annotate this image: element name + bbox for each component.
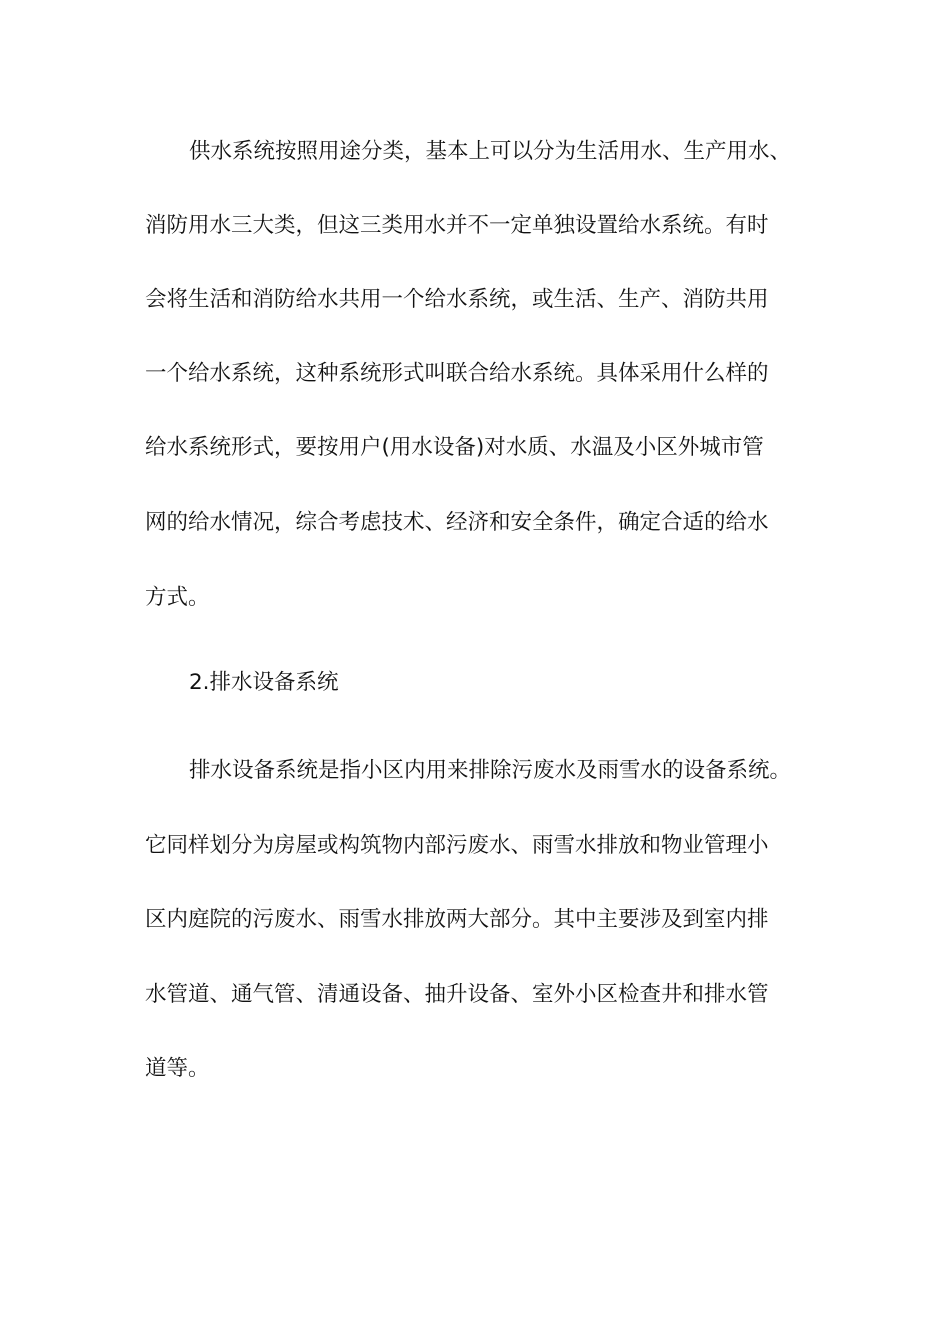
paragraph-2-line-2: 它同样划分为房屋或构筑物内部污废水、雨雪水排放和物业管理小 bbox=[145, 833, 769, 858]
paragraph-1-line-2: 消防用水三大类，但这三类用水并不一定单独设置给水系统。有时 bbox=[145, 213, 769, 238]
paragraph-1-line-1: 供水系统按照用途分类，基本上可以分为生活用水、生产用水、 bbox=[189, 139, 792, 164]
paragraph-1-line-5: 给水系统形式，要按用户(用水设备)对水质、水温及小区外城市管 bbox=[145, 435, 764, 460]
paragraph-2-line-5: 道等。 bbox=[145, 1056, 210, 1081]
paragraph-1-line-4: 一个给水系统，这种系统形式叫联合给水系统。具体采用什么样的 bbox=[145, 361, 769, 386]
paragraph-1-line-3: 会将生活和消防给水共用一个给水系统，或生活、生产、消防共用 bbox=[145, 287, 769, 312]
paragraph-1-line-7: 方式。 bbox=[145, 585, 210, 610]
paragraph-2-line-1: 排水设备系统是指小区内用来排除污废水及雨雪水的设备系统。 bbox=[189, 758, 792, 783]
paragraph-1-line-6: 网的给水情况，综合考虑技术、经济和安全条件，确定合适的给水 bbox=[145, 510, 769, 535]
paragraph-2-line-4: 水管道、通气管、清通设备、抽升设备、室外小区检查井和排水管 bbox=[145, 982, 769, 1007]
paragraph-2-line-3: 区内庭院的污废水、雨雪水排放两大部分。其中主要涉及到室内排 bbox=[145, 907, 769, 932]
section-heading: 2.排水设备系统 bbox=[189, 670, 339, 695]
